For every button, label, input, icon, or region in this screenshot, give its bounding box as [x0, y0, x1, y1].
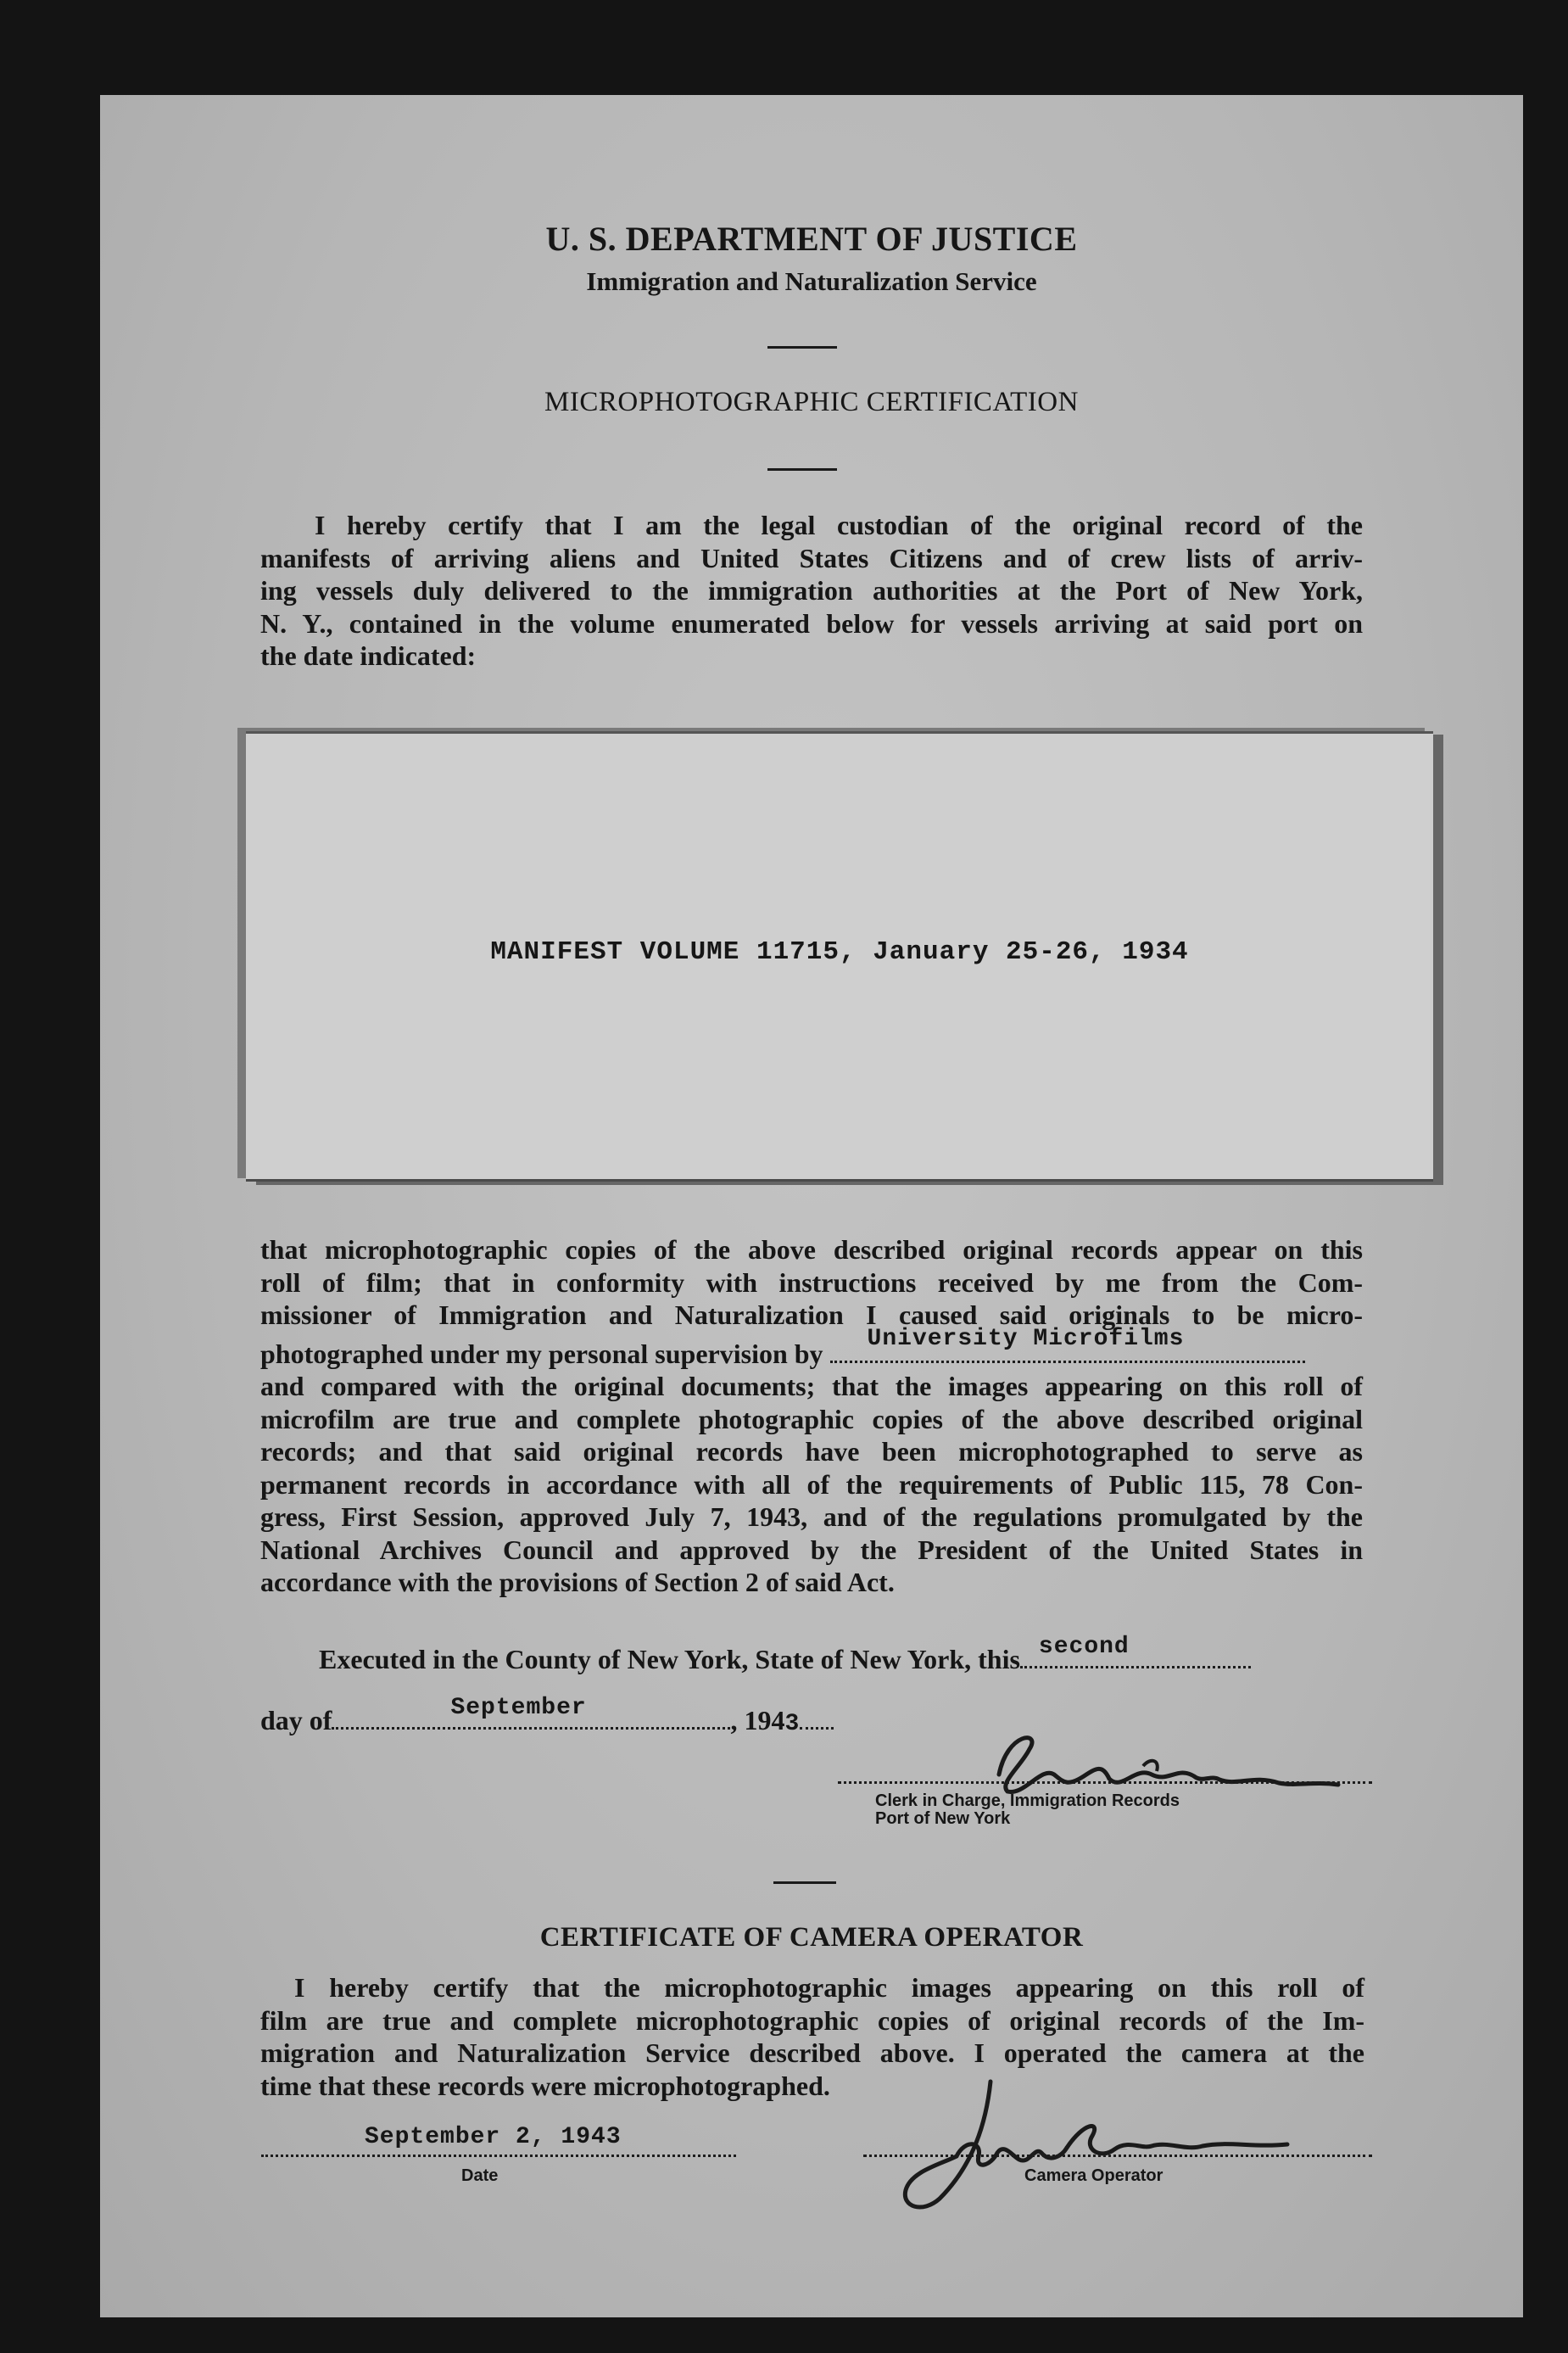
paragraph-line: that microphotographic copies of the above described original records appear on this: [260, 1234, 1363, 1265]
operator-signature-line: [863, 2155, 1372, 2157]
camera-operator-title: CERTIFICATE OF CAMERA OPERATOR: [539, 1922, 1084, 1953]
clerk-port: Port of New York: [875, 1809, 1011, 1828]
camera-operator-label: Camera Operator: [1024, 2166, 1163, 2185]
execution-prefix: Executed in the County of New York, State of New York, this: [319, 1644, 1020, 1674]
paragraph-line: N. Y., contained in the volume enumerated below for vessels arriving at said port on: [260, 607, 1363, 639]
paragraph-line: I hereby certify that the microphotographic images appearing on this roll of: [294, 1972, 1364, 2003]
paragraph-line: records; and that said original records have been microphotographed to serve as: [260, 1436, 1363, 1467]
day-of-label: day of: [260, 1705, 332, 1735]
year-prefix: , 194: [730, 1705, 785, 1735]
paragraph-line: ing vessels duly delivered to the immigration authorities at the Port of New York,: [260, 575, 1363, 606]
date-line: [260, 1695, 834, 1737]
paragraph-line: migration and Naturalization Service described above. I operated the camera at the: [260, 2037, 1364, 2068]
supervisor-field: [830, 1325, 1305, 1363]
service-subheading: Immigration and Naturalization Service: [586, 266, 1037, 296]
supervisor-value: University Microfilms: [867, 1325, 1185, 1352]
paragraph-line: gress, First Session, approved July 7, 1943, and of the regulations promulgated by the: [260, 1501, 1363, 1532]
paragraph-line: time that these records were microphotographed.: [260, 2070, 830, 2101]
certification-title: MICROPHOTOGRAPHIC CERTIFICATION: [544, 387, 1079, 417]
day-ordinal-field: [1020, 1634, 1251, 1668]
record-card: [246, 731, 1433, 1182]
certificate-sheet: [100, 95, 1523, 2317]
year-trail: [800, 1705, 834, 1730]
year-digit: 3: [784, 1711, 801, 1737]
paragraph-line: I hereby certify that I am the legal custodian of the original record of the: [315, 510, 1363, 540]
date-label: Date: [461, 2166, 499, 2185]
day-ordinal-value: second: [1038, 1634, 1130, 1660]
paragraph-line: roll of film; that in conformity with instructions received by me from the Com-: [260, 1266, 1363, 1298]
paragraph-line: microfilm are true and complete photographic copies of the above described original: [260, 1403, 1363, 1434]
supervision-line: [260, 1325, 1363, 1371]
manifest-volume-label: MANIFEST VOLUME 11715, January 25-26, 1934: [490, 937, 1189, 967]
paragraph-line: National Archives Council and approved by the President of the United States in: [260, 1534, 1363, 1565]
department-heading: U. S. DEPARTMENT OF JUSTICE: [545, 220, 1078, 258]
paragraph-line: film are true and complete microphotographic copies of original records of the Im-: [260, 2004, 1364, 2036]
paragraph-line: permanent records in accordance with all of the requirements of Public 115, 78 Con-: [260, 1468, 1363, 1500]
operator-date-value: September 2, 1943: [365, 2124, 622, 2150]
paragraph-line: and compared with the original documents; that the images appearing on this roll of: [260, 1371, 1363, 1401]
operator-signature: [812, 2071, 1355, 2216]
month-value: September: [450, 1695, 587, 1721]
divider: [767, 468, 837, 471]
body-paragraph: [260, 1233, 1363, 1599]
intro-paragraph: [260, 509, 1363, 673]
paragraph-line: missioner of Immigration and Naturalization I caused said originals to be micro-: [260, 1299, 1363, 1330]
paragraph-line: manifests of arriving aliens and United States Citizens and of crew lists of arriv-: [260, 542, 1363, 573]
clerk-signature-line: [838, 1781, 1372, 1784]
divider: [773, 1881, 836, 1884]
supervision-prefix: photographed under my personal supervision by: [260, 1338, 823, 1369]
divider: [767, 346, 837, 349]
paragraph-line: the date indicated:: [260, 640, 477, 671]
execution-line: [319, 1634, 1251, 1675]
month-field: [332, 1695, 730, 1730]
date-line-rule: [261, 2155, 736, 2157]
clerk-title: Clerk in Charge, Immigration Records: [875, 1791, 1180, 1810]
paragraph-line: accordance with the provisions of Section 2 of said Act.: [260, 1567, 895, 1597]
